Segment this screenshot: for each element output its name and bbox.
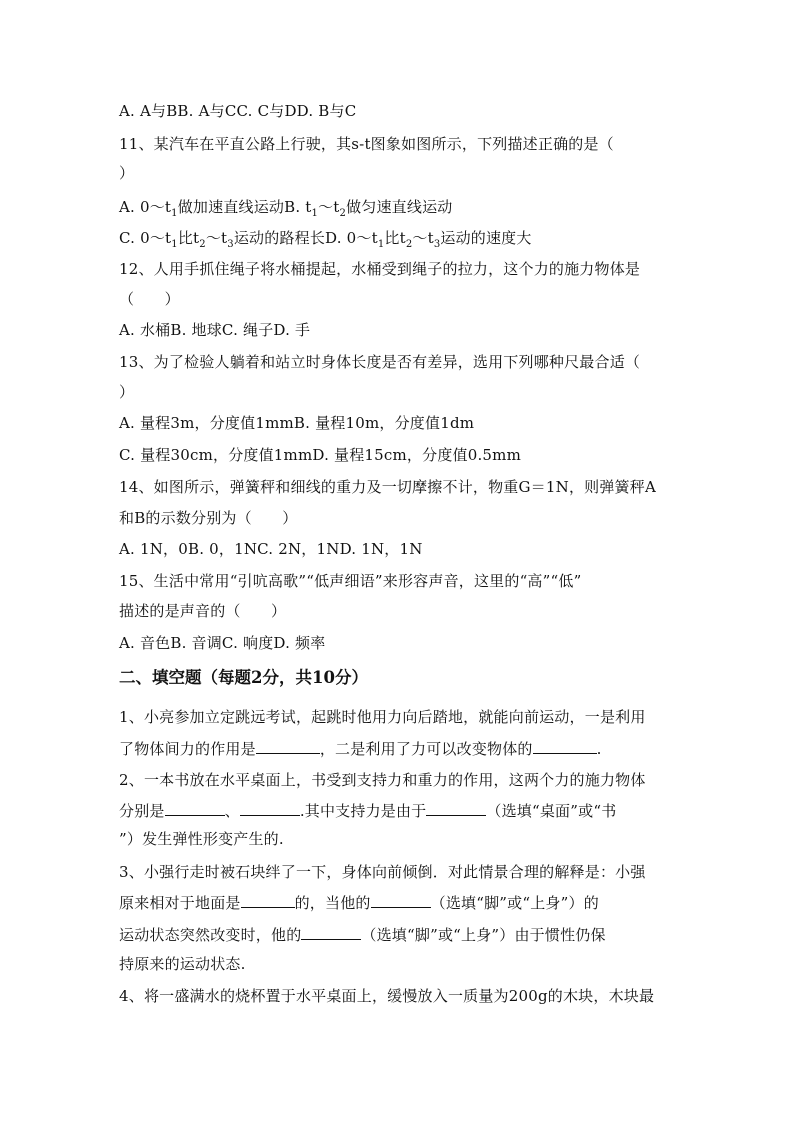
f1-blank-1[interactable] — [256, 738, 320, 754]
q14-stem — [119, 477, 679, 497]
f3-line2-b: 的，当他的 — [294, 894, 371, 912]
q11-stem-text: 11、某汽车在平直公路上行驶，其s-t图象如图所示，下列描述正确的是（ — [119, 135, 614, 153]
q11-option-d-post: 运动的速度大 — [440, 229, 532, 247]
q11-option-a-pre: A. 0～t — [119, 198, 172, 216]
q12-stem — [119, 259, 679, 279]
q12-options-text: A. 水桶B. 地球C. 绳子D. 手 — [119, 321, 311, 339]
f2-line2-c: .其中支持力是由于 — [299, 802, 427, 820]
q15-stem-text: 15、生活中常用“引吭高歌”“低声细语”来形容声音，这里的“高”“低” — [119, 572, 582, 590]
f2-blank-1[interactable] — [165, 800, 225, 816]
q12-stem-end-text: （ ） — [119, 290, 180, 308]
q10-options — [119, 101, 679, 121]
f2-line2-b: 、 — [224, 802, 240, 820]
q11-option-c-mid1: 比t — [177, 229, 200, 247]
q11-stem — [119, 134, 679, 154]
q11-option-b-mid: ～t — [318, 198, 340, 216]
q13-options-ab — [119, 413, 679, 433]
q11-option-a-post: 做加速直线运动B. t — [177, 198, 312, 216]
f2-line2-a: 分别是 — [119, 802, 165, 820]
q11-stem-end-text: ） — [119, 164, 135, 182]
q11-option-c-post: 运动的路程长D. 0～t — [233, 229, 378, 247]
f3-line2-a: 原来相对于地面是 — [119, 894, 241, 912]
f2-blank-3[interactable] — [426, 800, 486, 816]
section-heading-fill-in: 二、填空题（每题2分，共10分） — [119, 668, 368, 687]
q13-stem-end — [119, 382, 679, 402]
q13-options-ab-text: A. 量程3m，分度值1mmB. 量程10m，分度值1dm — [119, 414, 475, 432]
q14-stem-end — [119, 508, 679, 528]
f3-blank-1[interactable] — [241, 892, 295, 908]
q15-options — [119, 633, 679, 653]
f1-line1 — [119, 707, 679, 727]
f2-line1-text: 2、一本书放在水平桌面上，书受到支持力和重力的作用，这两个力的施力物体 — [119, 771, 646, 789]
q14-stem-text: 14、如图所示，弹簧秤和细线的重力及一切摩擦不计，物重G＝1N，则弹簧秤A — [119, 478, 656, 496]
q11-option-b-sub2: 2 — [339, 208, 347, 219]
q15-options-text: A. 音色B. 音调C. 响度D. 频率 — [119, 634, 326, 652]
f3-line2 — [119, 892, 679, 913]
q14-options-text: A. 1N，0B. 0，1NC. 2N，1ND. 1N，1N — [119, 540, 423, 558]
q11-option-c-sub1: 1 — [171, 239, 178, 250]
f3-line4 — [119, 954, 679, 974]
f4-line1 — [119, 986, 679, 1006]
q10-options-text: A. A与BB. A与CC. C与DD. B与C — [119, 102, 357, 120]
q11-option-b-post: 做匀速直线运动 — [346, 198, 453, 216]
f3-line1-text: 3、小强行走时被石块绊了一下，身体向前倾倒．对此情景合理的解释是：小强 — [119, 863, 646, 881]
q11-option-d-sub1: 1 — [377, 239, 385, 250]
q12-stem-end — [119, 289, 679, 309]
q13-stem-end-text: ） — [119, 383, 135, 401]
q11-option-c-pre: C. 0～t — [119, 229, 172, 247]
q11-option-c-sub2: 2 — [199, 239, 206, 250]
f3-line2-c: （选填“脚”或“上身”）的 — [430, 894, 599, 912]
f3-line3-b: （选填“脚”或“上身”）由于惯性仍保 — [361, 926, 606, 944]
q11-option-a-sub: 1 — [171, 208, 178, 219]
q15-stem-end-text: 描述的是声音的（ ） — [119, 602, 287, 620]
q11-option-d-sub2: 2 — [405, 239, 413, 250]
q11-stem-end — [119, 163, 679, 183]
f3-line1 — [119, 862, 679, 882]
f2-line1 — [119, 770, 679, 790]
q11-option-d-mid1: 比t — [384, 229, 406, 247]
q11-option-d-mid2: ～t — [412, 229, 434, 247]
f3-line4-text: 持原来的运动状态. — [119, 955, 246, 973]
q14-options — [119, 539, 679, 559]
q13-options-cd-text: C. 量程30cm，分度值1mmD. 量程15cm，分度值0.5mm — [119, 446, 522, 464]
q11-options-ab — [119, 197, 679, 217]
f2-line2 — [119, 800, 679, 821]
q13-stem — [119, 352, 679, 372]
q15-stem — [119, 571, 679, 591]
f2-line3 — [119, 829, 679, 849]
f4-line1-text: 4、将一盛满水的烧杯置于水平桌面上，缓慢放入一质量为200g的木块，木块最 — [119, 987, 655, 1005]
q11-option-c-mid2: ～t — [205, 229, 228, 247]
f3-blank-2[interactable] — [371, 892, 431, 908]
q12-stem-text: 12、人用手抓住绳子将水桶提起，水桶受到绳子的拉力，这个力的施力物体是 — [119, 260, 641, 278]
q11-option-c-sub3: 3 — [227, 239, 234, 250]
q11-options-cd — [119, 228, 679, 248]
f1-line2-b: ，二是利用了力可以改变物体的 — [319, 740, 533, 758]
q15-stem-end — [119, 601, 679, 621]
q12-options — [119, 320, 679, 340]
q13-options-cd — [119, 445, 679, 465]
q13-stem-text: 13、为了检验人躺着和站立时身体长度是否有差异，选用下列哪种尺最合适（ — [119, 353, 641, 371]
f1-blank-2[interactable] — [533, 738, 597, 754]
f2-blank-2[interactable] — [240, 800, 300, 816]
f1-line2 — [119, 738, 679, 759]
f1-line1-text: 1、小亮参加立定跳远考试，起跳时他用力向后踏地，就能向前运动，一是利用 — [119, 708, 646, 726]
f2-line2-d: （选填“桌面”或“书 — [486, 802, 617, 820]
f3-line3-a: 运动状态突然改变时，他的 — [119, 926, 302, 944]
q11-option-d-sub3: 3 — [433, 239, 441, 250]
f1-line2-a: 了物体间力的作用是 — [119, 740, 256, 758]
f2-line3-text: ”）发生弹性形变产生的. — [119, 830, 284, 848]
q11-option-b-sub1: 1 — [311, 208, 319, 219]
f1-line2-c: . — [596, 740, 602, 758]
f3-line3 — [119, 924, 679, 945]
q14-stem-end-text: 和B的示数分别为（ ） — [119, 509, 298, 527]
f3-blank-3[interactable] — [301, 924, 361, 940]
